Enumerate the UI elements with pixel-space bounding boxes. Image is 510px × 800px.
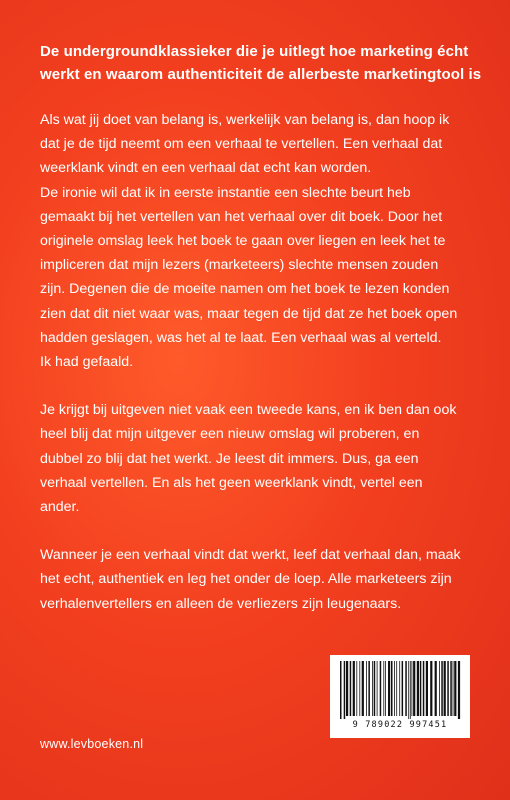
barcode — [330, 655, 470, 738]
text-line: Wanneer je een verhaal vindt dat werkt, leef dat verhaal dan, maak — [40, 547, 461, 564]
text-line: originele omslag leek het boek te gaan over liegen en leek het te — [40, 233, 446, 250]
isbn-number: 9 789022 997451 — [352, 720, 448, 730]
headline — [40, 40, 480, 86]
headline-line: werkt en waarom authenticiteit de allerbeste marketingtool is — [40, 66, 482, 83]
paragraph-2 — [40, 398, 485, 519]
text-line: gemaakt bij het vertellen van het verhaal over dit boek. Door het — [40, 208, 443, 225]
publisher-website: www.levboeken.nl — [40, 737, 144, 751]
text-line: hadden geslagen, was het al te laat. Een verhaal was al verteld. — [40, 329, 442, 346]
paragraph-3 — [40, 543, 485, 616]
text-line: zijn. Degenen die de moeite namen om het boek te lezen konden — [40, 281, 450, 298]
blurb-text — [40, 108, 485, 640]
text-line: Ik had gefaald. — [40, 354, 134, 371]
text-line: Je krijgt bij uitgeven niet vaak een tweede kans, en ik ben dan ook — [40, 402, 457, 419]
text-line: het echt, authentiek en leg het onder de loep. Alle marketeers zijn — [40, 571, 452, 588]
text-line: De ironie wil dat ik in eerste instantie een slechte beurt heb — [40, 184, 411, 201]
text-line: ander. — [40, 499, 80, 516]
text-line: Als wat jij doet van belang is, werkelijk van belang is, dan hoop ik — [40, 112, 450, 128]
headline-line: De undergroundklassieker die je uitlegt hoe marketing écht — [40, 43, 469, 60]
text-line: dubbel zo blij dat het werkt. Je leest dit immers. Dus, ga een — [40, 450, 419, 467]
text-line: zien dat dit niet waar was, maar tegen de tijd dat ze het boek open — [40, 305, 458, 322]
text-line: impliceren dat mijn lezers (marketeers) slechte mensen zouden — [40, 257, 439, 274]
text-line: verhalenvertellers en alleen de verliezers zijn leugenaars. — [40, 595, 402, 612]
text-line: heel blij dat mijn uitgever een nieuw omslag wil proberen, en — [40, 426, 420, 443]
text-line: dat je de tijd neemt om een verhaal te vertellen. Een verhaal dat — [40, 136, 443, 153]
text-line: verhaal vertellen. En als het geen weerklank vindt, vertel een — [40, 474, 423, 491]
paragraph-1 — [40, 108, 485, 374]
barcode-icon — [338, 661, 462, 719]
text-line: weerklank vindt en een verhaal dat echt kan worden. — [40, 160, 372, 177]
